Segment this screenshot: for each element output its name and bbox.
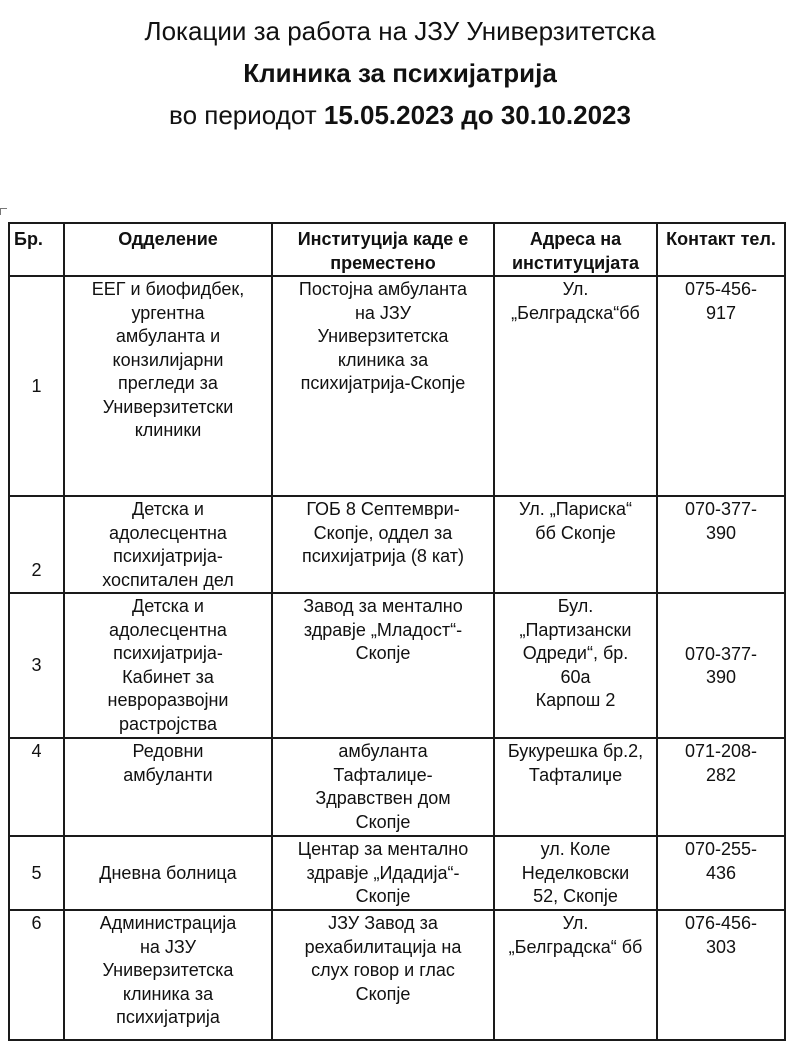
row-address: ул. Коле Неделковски 52, Скопје: [494, 836, 657, 910]
locations-table: [8, 222, 786, 1041]
table-row: [9, 496, 785, 593]
header-phone: Контакт тел.: [657, 223, 785, 276]
row-department: ЕЕГ и биофидбек, ургентна амбуланта и конзилијарни прегледи за Универзитетски клиники: [64, 276, 272, 496]
period-prefix: во периодот: [169, 100, 324, 130]
table-anchor-mark: [0, 208, 7, 215]
row-institution: Центар за ментално здравје „Идадија“- Скопје: [272, 836, 494, 910]
table-row: [9, 738, 785, 836]
row-number: 3: [9, 593, 64, 738]
row-address: Ул. „Белградска“ бб: [494, 910, 657, 1040]
row-phone: 070-377- 390: [657, 496, 785, 593]
row-number: 4: [9, 738, 64, 836]
table-row: [9, 593, 785, 738]
row-number: 1: [9, 276, 64, 496]
header-address: Адреса на институцијата: [494, 223, 657, 276]
header-number: Бр.: [9, 223, 64, 276]
row-institution: Завод за ментално здравје „Младост“- Скопје: [272, 593, 494, 738]
title-line-2: Клиника за психијатрија: [243, 58, 557, 88]
row-number: 2: [9, 496, 64, 593]
row-institution: ЈЗУ Завод за рехабилитација на слух говор и глас Скопје: [272, 910, 494, 1040]
title-line-3: [0, 94, 800, 136]
row-phone: 076-456- 303: [657, 910, 785, 1040]
row-institution: амбуланта Тафталиџе- Здравствен дом Скопје: [272, 738, 494, 836]
header-institution: Институција каде е преместено: [272, 223, 494, 276]
row-department: Детска и адолесцентна психијатрија- хоспитален дел: [64, 496, 272, 593]
document-title: [0, 10, 800, 136]
row-address: Ул. „Белградска“бб: [494, 276, 657, 496]
row-number: 5: [9, 836, 64, 910]
row-phone: 075-456- 917: [657, 276, 785, 496]
header-department: Одделение: [64, 223, 272, 276]
row-number: 6: [9, 910, 64, 1040]
row-institution: ГОБ 8 Септември- Скопје, оддел за психијатрија (8 кат): [272, 496, 494, 593]
table-header-row: [9, 223, 785, 276]
row-phone: 071-208- 282: [657, 738, 785, 836]
row-department: Детска и адолесцентна психијатрија- Кабинет за невроразвојни растројства: [64, 593, 272, 738]
title-line-1: Локации за работа на ЈЗУ Универзитетска: [144, 16, 656, 46]
table-row: [9, 836, 785, 910]
row-address: Ул. „Париска“ бб Скопје: [494, 496, 657, 593]
row-address: Букурешка бр.2, Тафталиџе: [494, 738, 657, 836]
row-phone: 070-255- 436: [657, 836, 785, 910]
row-phone: 070-377- 390: [657, 593, 785, 738]
table-row: [9, 910, 785, 1040]
table-row: [9, 276, 785, 496]
row-department: Дневна болница: [64, 836, 272, 910]
period-dates: 15.05.2023 до 30.10.2023: [323, 100, 631, 130]
row-institution: Постојна амбуланта на ЈЗУ Универзитетска клиника за психијатрија-Скопје: [272, 276, 494, 496]
row-address: Бул. „Партизански Одреди“, бр. 60а Карпош 2: [494, 593, 657, 738]
row-department: Редовни амбуланти: [64, 738, 272, 836]
row-department: Администрација на ЈЗУ Универзитетска клиника за психијатрија: [64, 910, 272, 1040]
